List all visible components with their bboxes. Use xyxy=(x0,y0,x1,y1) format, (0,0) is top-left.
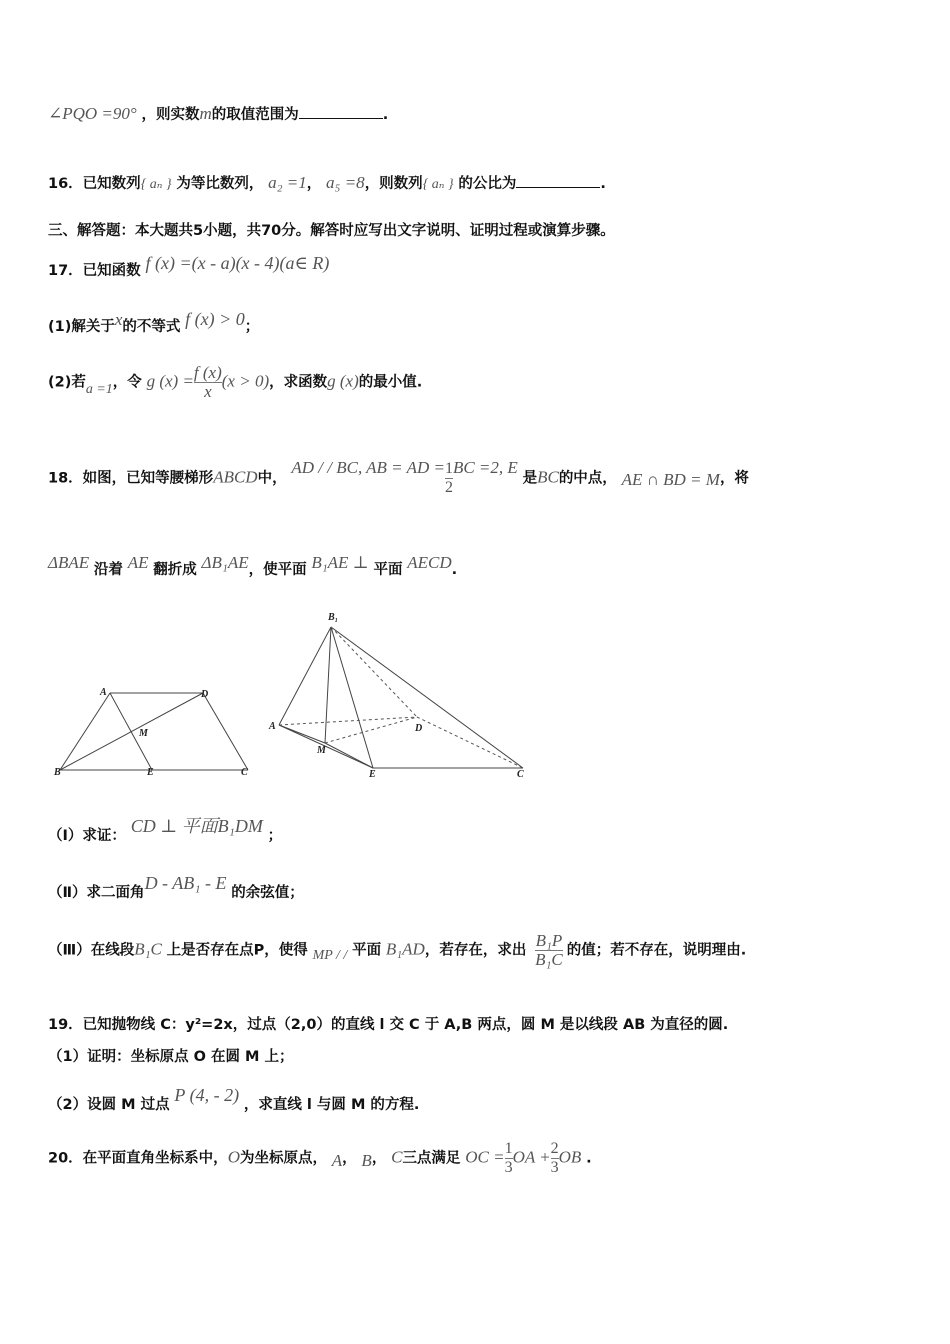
answer-blank[interactable] xyxy=(299,104,383,119)
fraction-b1p-over-b1c: $\frac{\text{B₁P}}{\text{B₁C}}$ xyxy=(535,931,563,969)
question-18-part-2: （Ⅱ）求二面角D - AB₁ - E 的余弦值； xyxy=(48,873,304,901)
answer-blank[interactable] xyxy=(516,173,600,188)
question-18: 18．如图，已知等腰梯形ABCD中， AD / / BC, AB = AD = $\frac{1}{2}$ BC =2, E 是BC的中点， AE ∩ BD = M，将 xyxy=(48,457,749,496)
angle-pqo: ∠PQO =90° xyxy=(48,104,137,123)
fig1-label-b: B xyxy=(54,767,61,778)
fig1-label-a: A xyxy=(100,687,107,698)
fig2-label-a: A xyxy=(269,721,276,732)
line-top: ∠PQO =90° ，则实数m的取值范围为 . xyxy=(48,104,389,123)
fig2-label-b1: B₁ xyxy=(328,612,339,623)
fig2-label-m: M xyxy=(317,745,326,756)
fig2-label-c: C xyxy=(517,769,524,780)
fraction-f-over-x: $\frac{f (x)}{x}$ xyxy=(193,363,222,401)
question-19-part-2: （2）设圆 M 过点 P (4, - 2) ，求直线 l 与圆 M 的方程. xyxy=(48,1085,420,1113)
fig2-label-d: D xyxy=(415,723,423,734)
fraction-one-half: $\frac{1}{2}$ xyxy=(444,460,453,496)
fraction-one-third: $\frac{1}{3}$ xyxy=(504,1140,513,1176)
fig1-label-d: D xyxy=(201,689,209,700)
question-17-part-2: (2)若a =1，令 g (x) = $\frac{f (x)}{x}$ (x > 0)，求函数g (x)的最小值. xyxy=(48,363,423,401)
question-17-part-1: (1)解关于x的不等式 f (x) > 0； xyxy=(48,309,260,335)
section-3-heading: 三、解答题：本大题共5小题，共70分。解答时应写出文字说明、证明过程或演算步骤。 xyxy=(48,223,615,239)
figure-trapezoid xyxy=(48,680,258,790)
fraction-two-thirds: $\frac{2}{3}$ xyxy=(550,1140,559,1176)
fig1-label-m: M xyxy=(139,728,148,739)
question-18-part-1: （Ⅰ）求证： CD ⊥ 平面B₁DM ； xyxy=(48,816,283,844)
fig1-label-e: E xyxy=(147,767,154,778)
question-19: 19．已知抛物线 C：y²=2x，过点（2,0）的直线 l 交 C 于 A,B 两点，圆 M 是以线段 AB 为直径的圆. xyxy=(48,1017,729,1033)
question-19-part-1: （1）证明：坐标原点 O 在圆 M 上； xyxy=(48,1049,294,1065)
fig2-label-e: E xyxy=(369,769,376,780)
question-18-part-3: （Ⅲ）在线段B₁C 上是否存在点P，使得 MP / / 平面 B₁AD，若存在，求出 $\frac{\text{B₁P}}{\text{B₁C}}$ 的值；若不存在，说明理由. xyxy=(48,931,747,969)
question-17: 17．已知函数 f (x) =(x - a)(x - 4)(a∈ R) xyxy=(48,253,330,279)
question-18-line-2: ΔBAE 沿着 AE 翻折成 ΔB₁AE，使平面 B₁AE ⊥ 平面 AECD. xyxy=(48,553,458,578)
fig1-label-c: C xyxy=(241,767,248,778)
question-20: 20．在平面直角坐标系中，O为坐标原点， A， B， C三点满足 OC = $\frac{1}{3}$ OA + $\frac{2}{3}$ OB . xyxy=(48,1140,592,1176)
figure-tetrahedron xyxy=(265,605,535,780)
question-16: 16．已知数列{ aₙ } 为等比数列， a₂ =1， a₅ =8，则数列{ aₙ } 的公比为 . xyxy=(48,173,606,192)
